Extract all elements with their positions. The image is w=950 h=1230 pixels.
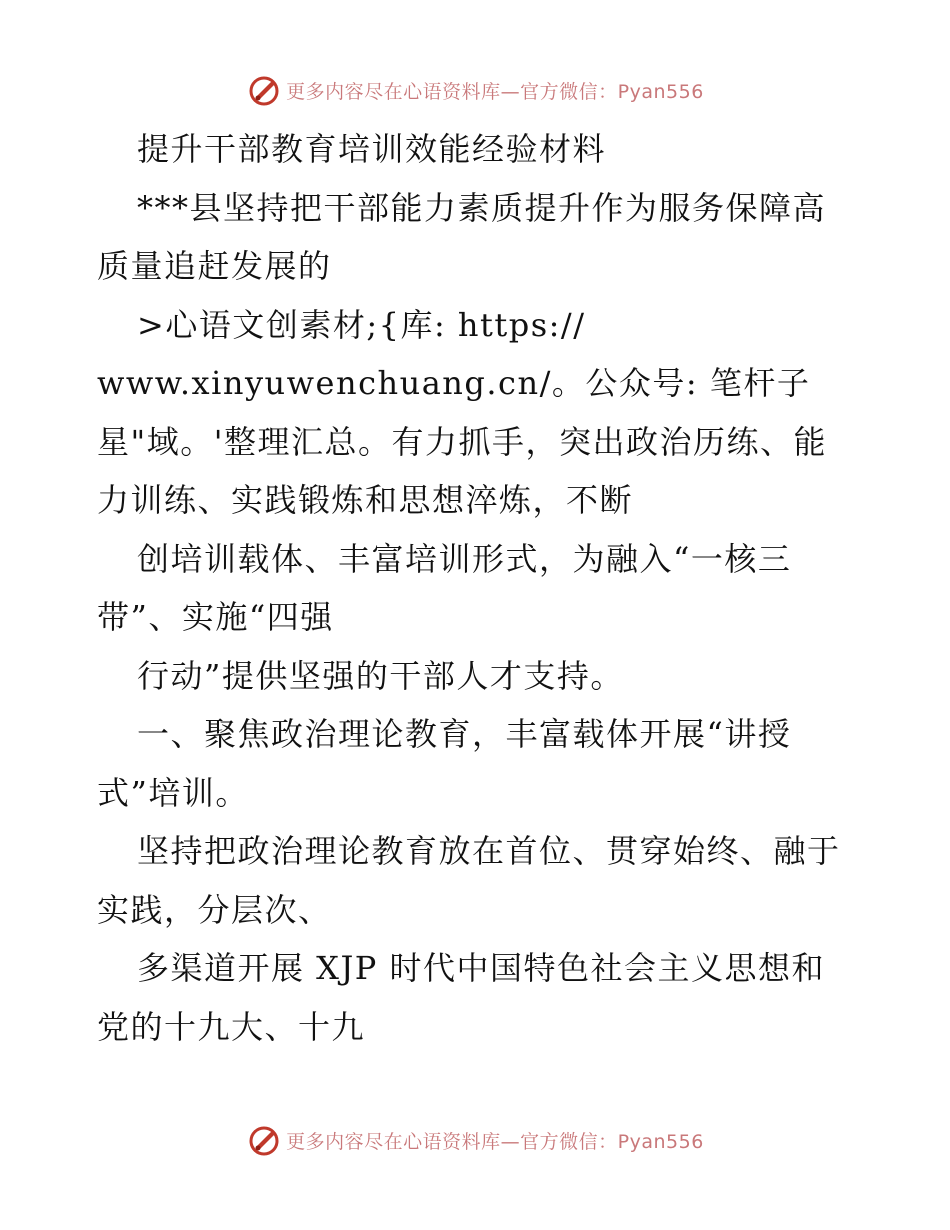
- paragraph-line: 力训练、实践锻炼和思想淬炼，不断: [97, 481, 634, 519]
- paragraph-line: 党的十九大、十九: [97, 1007, 366, 1046]
- paragraph-line: 行动”提供坚强的干部人才支持。: [137, 656, 624, 695]
- paragraph-line: 实践，分层次、: [97, 890, 332, 929]
- header-banner-text: 更多内容尽在心语资料库—官方微信：Pyan556: [286, 80, 704, 103]
- paragraph-line: www.xinyuwenchuang.cn/。公众号: 笔杆子: [97, 364, 811, 402]
- paragraph-line: 多渠道开展 XJP 时代中国特色社会主义思想和: [137, 949, 825, 987]
- brush-circle-logo-icon: [246, 1122, 282, 1158]
- paragraph-line: >心语文创素材;{库: https://: [137, 305, 586, 344]
- brush-circle-logo-icon: [246, 72, 282, 108]
- section-heading: 一、聚焦政治理论教育，丰富载体开展“讲授: [137, 715, 792, 753]
- paragraph-line: 坚持把政治理论教育放在首位、贯穿始终、融于: [137, 832, 841, 870]
- paragraph-line: ***县坚持把干部能力素质提升作为服务保障高: [137, 188, 827, 227]
- header-banner: [0, 70, 950, 110]
- paragraph-line: 带”、实施“四强: [97, 598, 334, 636]
- paragraph-line: 质量追赶发展的: [97, 247, 332, 285]
- section-heading-cont: 式”培训。: [97, 773, 249, 812]
- footer-banner-text: 更多内容尽在心语资料库—官方微信：Pyan556: [286, 1130, 704, 1153]
- footer-banner: [0, 1120, 950, 1160]
- document-body: [97, 120, 857, 1056]
- paragraph-line: 星"域。'整理汇总。有力抓手，突出政治历练、能: [97, 422, 828, 461]
- paragraph-line: 创培训载体、丰富培训形式，为融入“一核三: [137, 539, 792, 578]
- document-title: 提升干部教育培训效能经验材料: [137, 130, 607, 168]
